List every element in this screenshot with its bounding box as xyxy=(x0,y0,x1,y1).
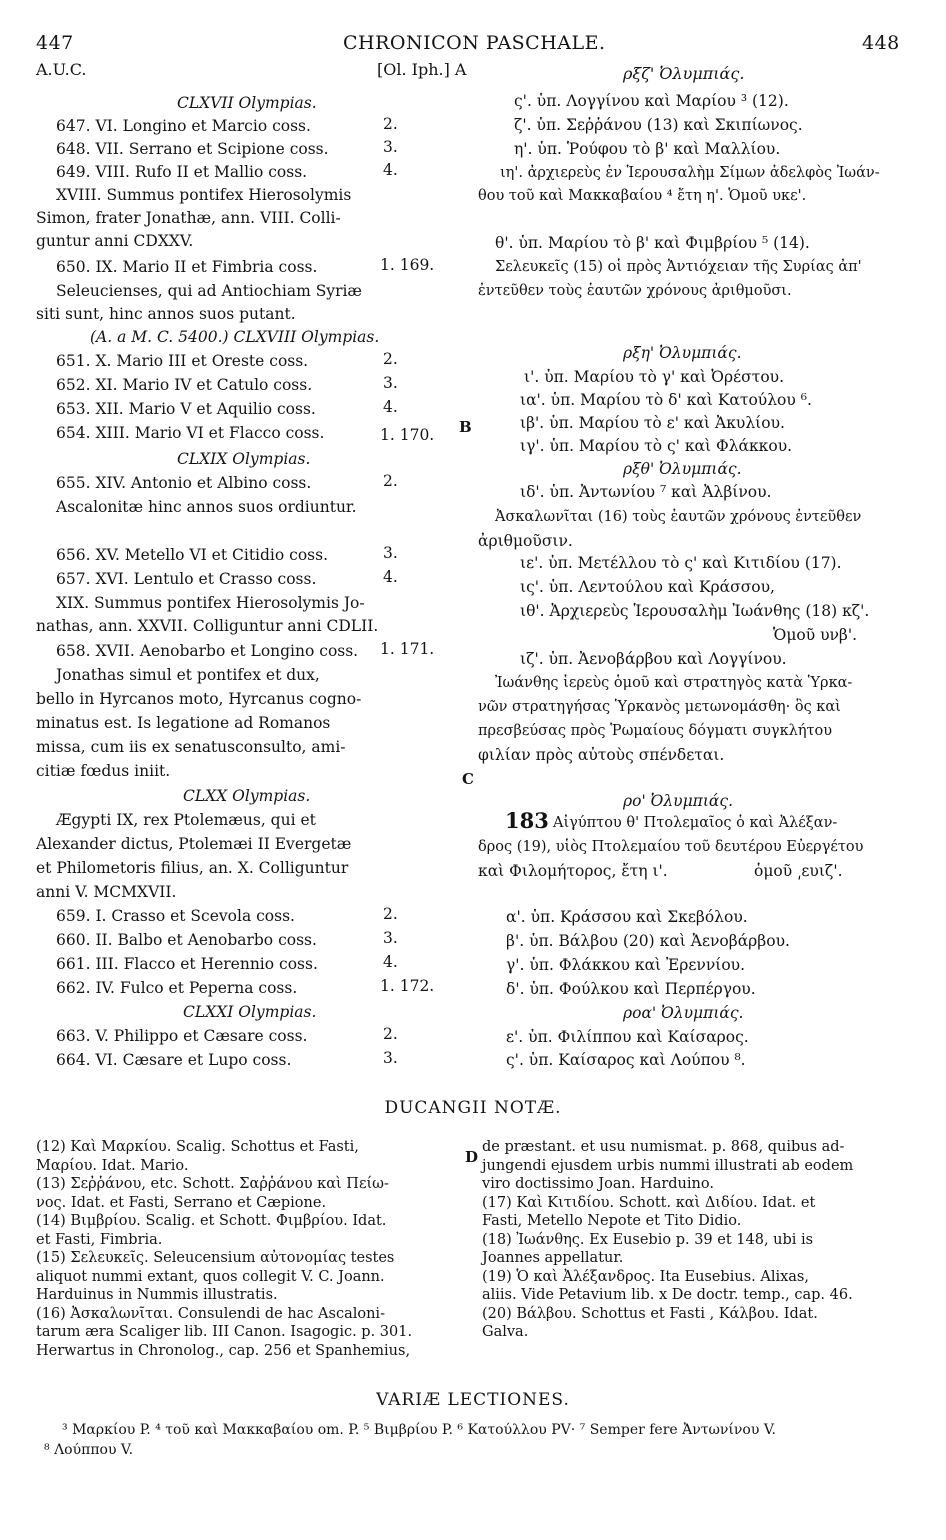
latin-line: XIX. Summus pontifex Hierosolymis Jo- xyxy=(56,594,365,612)
greek-line: ις'. ὑπ. Λεντούλου καὶ Κράσσου, xyxy=(520,578,775,596)
greek-line: ιη'. ἀρχιερεὺς ἐν Ἱερουσαλὴμ Σίμων ἀδελφὸς Ἰωάν- xyxy=(500,165,880,181)
note-line: Joannes appellatur. xyxy=(482,1250,624,1266)
latin-line: 661. III. Flacco et Herennio coss. xyxy=(56,955,318,973)
greek-line: θου τοῦ καὶ Μακκαβαίου ⁴ ἔτη η'. Ὁμοῦ υκε'. xyxy=(478,188,807,204)
greek-line: η'. ὑπ. Ῥούφου τὸ β' καὶ Μαλλίου. xyxy=(514,140,781,158)
note-line: (12) Καὶ Μαρκίου. Scalig. Schottus et Fasti, xyxy=(36,1139,359,1155)
latin-line: bello in Hyrcanos moto, Hyrcanus cogno- xyxy=(36,690,362,708)
greek-line: γ'. ὑπ. Φλάκκου καὶ Ἐρεννίου. xyxy=(506,956,746,974)
variae-line: ⁸ Λούππου V. xyxy=(44,1442,134,1458)
note-line: de præstant. et usu numismat. p. 868, quibus ad- xyxy=(482,1139,845,1155)
olympiad-year: 1. 170. xyxy=(380,426,435,444)
section-marker-c: C xyxy=(462,770,474,788)
latin-line: 656. XV. Metello VI et Citidio coss. xyxy=(56,546,328,564)
latin-line: 654. XIII. Mario VI et Flacco coss. xyxy=(56,424,325,442)
olympiad-year: 3. xyxy=(383,929,398,947)
olympiad-heading: CLXXI Olympias. xyxy=(183,1003,317,1021)
variae-title: VARIÆ LECTIONES. xyxy=(376,1390,570,1410)
page-marker-183: 183 xyxy=(505,808,549,833)
greek-line: φιλίαν πρὸς αὐτοὺς σπένδεται. xyxy=(478,746,725,764)
running-title: CHRONICON PASCHALE. xyxy=(343,32,606,54)
note-line: νος. Idat. et Fasti, Serrano et Cæpione. xyxy=(36,1194,327,1211)
latin-line: missa, cum iis ex senatusconsulto, ami- xyxy=(36,738,346,756)
latin-line: Seleucienses, qui ad Antiochiam Syriæ xyxy=(56,282,363,300)
olympiad-year: 2. xyxy=(383,472,398,490)
olympiad-column-heading: [Ol. Iph.] A xyxy=(377,60,467,79)
note-line: (20) Βάλβου. Schottus et Fasti , Κάλβου. Idat. xyxy=(482,1305,818,1322)
latin-line: 655. XIV. Antonio et Albino coss. xyxy=(56,474,312,492)
greek-line: ιζ'. ὑπ. Ἀενοβάρβου καὶ Λογγίνου. xyxy=(520,650,787,668)
note-line: (17) Καὶ Κιτιδίου. Schott. καὶ Διδίου. Idat. et xyxy=(482,1194,816,1211)
note-line: viro doctissimo Joan. Harduino. xyxy=(482,1176,714,1192)
latin-line: et Philometoris filius, an. X. Colliguntur xyxy=(36,859,349,877)
note-line: (13) Σεῤῥάνου, etc. Schott. Σαῤῥάνου καὶ Πείω- xyxy=(36,1176,389,1192)
olympiad-year: 3. xyxy=(383,1049,398,1067)
olympiad-heading: (A. a M. C. 5400.) CLXVIII Olympias. xyxy=(90,328,380,346)
note-line: tarum æra Scaliger lib. III Canon. Isagogic. p. 301. xyxy=(36,1324,413,1340)
greek-olympiad-heading: ρξθ' Ὀλυμπιάς. xyxy=(623,460,742,478)
latin-line: siti sunt, hinc annos suos putant. xyxy=(36,305,296,323)
olympiad-year: 3. xyxy=(383,138,398,156)
greek-line: πρεσβεύσας πρὸς Ῥωμαίους δόγματι συγκλήτου xyxy=(478,723,833,739)
note-line: Galva. xyxy=(482,1324,529,1340)
latin-line: 653. XII. Mario V et Aquilio coss. xyxy=(56,400,316,418)
olympiad-year: 4. xyxy=(383,398,398,416)
latin-line: guntur anni CDXXV. xyxy=(36,232,194,250)
right-page-number: 448 xyxy=(862,32,900,54)
greek-olympiad-heading: ρξη' Ὀλυμπιάς. xyxy=(623,344,742,362)
greek-line: ι'. ὑπ. Μαρίου τὸ γ' καὶ Ὀρέστου. xyxy=(524,368,784,386)
latin-line: 647. VI. Longino et Marcio coss. xyxy=(56,117,311,135)
latin-line: anni V. MCMXVII. xyxy=(36,883,177,901)
left-page-number: 447 xyxy=(36,32,74,54)
note-line: (15) Σελευκεῖς. Seleucensium αὐτονομίας testes xyxy=(36,1250,395,1266)
latin-line: 651. X. Mario III et Oreste coss. xyxy=(56,352,309,370)
latin-line: 657. XVI. Lentulo et Crasso coss. xyxy=(56,570,317,588)
latin-line: minatus est. Is legatione ad Romanos xyxy=(36,714,331,732)
note-line: (19) Ὁ καὶ Ἀλέξανδρος. Ita Eusebius. Alixas, xyxy=(482,1268,809,1285)
latin-line: Jonathas simul et pontifex et dux, xyxy=(56,666,320,684)
greek-olympiad-heading: ροα' Ὀλυμπιάς. xyxy=(623,1004,744,1022)
variae-line: ³ Μαρκίου P. ⁴ τοῦ καὶ Μακκαβαίου om. P. ⁵ Βιμβρίου P. ⁶ Κατούλλου PV· ⁷ Semper fere Ἀντωνίνου V. xyxy=(62,1422,776,1438)
olympiad-year: 3. xyxy=(383,544,398,562)
greek-line: Ἰωάνθης ἱερεὺς ὁμοῦ καὶ στρατηγὸς κατὰ Ὑρκα- xyxy=(495,675,853,691)
latin-line: 664. VI. Cæsare et Lupo coss. xyxy=(56,1051,292,1069)
latin-line: citiæ fœdus iniit. xyxy=(36,762,171,780)
greek-line: Σελευκεῖς (15) οἱ πρὸς Ἀντιόχειαν τῆς Συρίας ἀπ' xyxy=(495,259,862,275)
greek-line: ζ'. ὑπ. Σεῤῥάνου (13) καὶ Σκιπίωνος. xyxy=(514,116,803,134)
olympiad-year: 2. xyxy=(383,350,398,368)
greek-line: νῶν στρατηγήσας Ὑρκανὸς μετωνομάσθη· ὃς καὶ xyxy=(478,699,841,715)
olympiad-heading: CLXIX Olympias. xyxy=(177,450,311,468)
olympiad-year: 1. 172. xyxy=(380,977,435,995)
notes-left-column xyxy=(36,1138,461,1360)
note-line: aliis. Vide Petavium lib. x De doctr. temp., cap. 46. xyxy=(482,1287,853,1303)
latin-line: Alexander dictus, Ptolemæi II Evergetæ xyxy=(36,835,352,853)
latin-line: Ægypti IX, rex Ptolemæus, qui et xyxy=(56,811,316,829)
olympiad-year: 3. xyxy=(383,374,398,392)
greek-line: ιγ'. ὑπ. Μαρίου τὸ ς' καὶ Φλάκκου. xyxy=(520,437,793,455)
latin-line: 648. VII. Serrano et Scipione coss. xyxy=(56,140,329,158)
greek-line: ια'. ὑπ. Μαρίου τὸ δ' καὶ Κατούλου ⁶. xyxy=(520,391,812,409)
olympiad-year: 2. xyxy=(383,905,398,923)
notes-right-column xyxy=(482,1138,912,1342)
olympiad-heading: CLXVII Olympias. xyxy=(177,94,317,112)
latin-line: 659. I. Crasso et Scevola coss. xyxy=(56,907,295,925)
greek-line: Ὁμοῦ υνβ'. xyxy=(773,626,858,644)
greek-line: ἀριθμοῦσιν. xyxy=(478,532,573,550)
note-line: et Fasti, Fimbria. xyxy=(36,1231,163,1248)
olympiad-year: 4. xyxy=(383,161,398,179)
greek-olympiad-heading: ρξζ' Ὀλυμπιάς. xyxy=(623,64,745,83)
greek-olympiad-heading: ρο' Ὀλυμπιάς. xyxy=(623,792,733,810)
latin-line: 649. VIII. Rufo II et Mallio coss. xyxy=(56,163,308,181)
olympiad-year: 4. xyxy=(383,953,398,971)
section-marker-b: B xyxy=(459,418,472,436)
note-line: (18) Ἰωάνθης. Ex Eusebio p. 39 et 148, ubi is xyxy=(482,1231,814,1248)
note-line: Μαρίου. Idat. Mario. xyxy=(36,1157,189,1174)
note-line: (16) Ἀσκαλωνῖται. Consulendi de hac Ascaloni- xyxy=(36,1305,385,1322)
greek-line: Ἀσκαλωνῖται (16) τοὺς ἑαυτῶν χρόνους ἐντεῦθεν xyxy=(495,509,862,525)
olympiad-year: 1. 171. xyxy=(380,640,435,658)
greek-line: Αἰγύπτου θ' Πτολεμαῖος ὁ καὶ Ἀλέξαν- xyxy=(553,815,838,831)
greek-line: ὁμοῦ ͵ευιζ'. xyxy=(754,862,843,880)
greek-line: δ'. ὑπ. Φούλκου καὶ Περπέργου. xyxy=(506,980,756,998)
greek-line: ιε'. ὑπ. Μετέλλου τὸ ς' καὶ Κιτιδίου (17). xyxy=(520,554,842,572)
greek-line: θ'. ὑπ. Μαρίου τὸ β' καὶ Φιμβρίου ⁵ (14). xyxy=(495,234,810,252)
note-line: (14) Βιμβρίου. Scalig. et Schott. Φιμβρίου. Idat. xyxy=(36,1213,387,1229)
greek-line: δρος (19), υἱὸς Πτολεμαίου τοῦ δευτέρου Εὐεργέτου xyxy=(478,839,864,855)
greek-line: ς'. ὑπ. Λογγίνου καὶ Μαρίου ³ (12). xyxy=(514,92,789,110)
note-line: jungendi ejusdem urbis nummi illustrati ab eodem xyxy=(482,1157,854,1174)
greek-line: ιδ'. ὑπ. Ἀντωνίου ⁷ καὶ Ἀλβίνου. xyxy=(520,483,772,501)
greek-line: α'. ὑπ. Κράσσου καὶ Σκεβόλου. xyxy=(506,908,748,926)
greek-line: ἐντεῦθεν τοὺς ἑαυτῶν χρόνους ἀριθμοῦσι. xyxy=(478,283,792,299)
olympiad-heading: CLXX Olympias. xyxy=(183,787,311,805)
latin-line: Ascalonitæ hinc annos suos ordiuntur. xyxy=(56,498,357,516)
auc-heading: A.U.C. xyxy=(36,60,87,79)
greek-line: καὶ Φιλομήτορος, ἔτη ι'. xyxy=(478,862,668,880)
latin-line: Simon, frater Jonathæ, ann. VIII. Colli- xyxy=(36,209,341,227)
latin-line: 652. XI. Mario IV et Catulo coss. xyxy=(56,376,313,394)
latin-line: 662. IV. Fulco et Peperna coss. xyxy=(56,979,298,997)
olympiad-year: 2. xyxy=(383,115,398,133)
note-line: Herwartus in Chronolog., cap. 256 et Spanhemius, xyxy=(36,1342,411,1359)
latin-line: XVIII. Summus pontifex Hierosolymis xyxy=(56,186,352,204)
note-line: aliquot nummi extant, quos collegit V. C. Joann. xyxy=(36,1268,385,1285)
greek-line: ιβ'. ὑπ. Μαρίου τὸ ε' καὶ Ἀκυλίου. xyxy=(520,414,785,432)
latin-line: 663. V. Philippo et Cæsare coss. xyxy=(56,1027,308,1045)
greek-line: β'. ὑπ. Βάλβου (20) καὶ Ἀενοβάρβου. xyxy=(506,932,790,950)
greek-line: ε'. ὑπ. Φιλίππου καὶ Καίσαρος. xyxy=(506,1028,749,1046)
section-marker-d: D xyxy=(465,1148,479,1166)
latin-line: 658. XVII. Aenobarbo et Longino coss. xyxy=(56,642,359,660)
latin-line: 650. IX. Mario II et Fimbria coss. xyxy=(56,258,318,276)
notes-title: DUCANGII NOTÆ. xyxy=(384,1098,562,1118)
latin-line: nathas, ann. XXVII. Colliguntur anni CDLII. xyxy=(36,617,379,635)
note-line: Harduinus in Nummis illustratis. xyxy=(36,1287,278,1303)
greek-line: ς'. ὑπ. Καίσαρος καὶ Λούπου ⁸. xyxy=(506,1051,746,1069)
greek-line: ιθ'. Ἀρχιερεὺς Ἱερουσαλὴμ Ἰωάνθης (18) κζ'. xyxy=(520,602,870,620)
olympiad-year: 4. xyxy=(383,568,398,586)
olympiad-year: 2. xyxy=(383,1025,398,1043)
olympiad-year: 1. 169. xyxy=(380,256,435,274)
latin-line: 660. II. Balbo et Aenobarbo coss. xyxy=(56,931,317,949)
note-line: Fasti, Metello Nepote et Tito Didio. xyxy=(482,1213,742,1229)
